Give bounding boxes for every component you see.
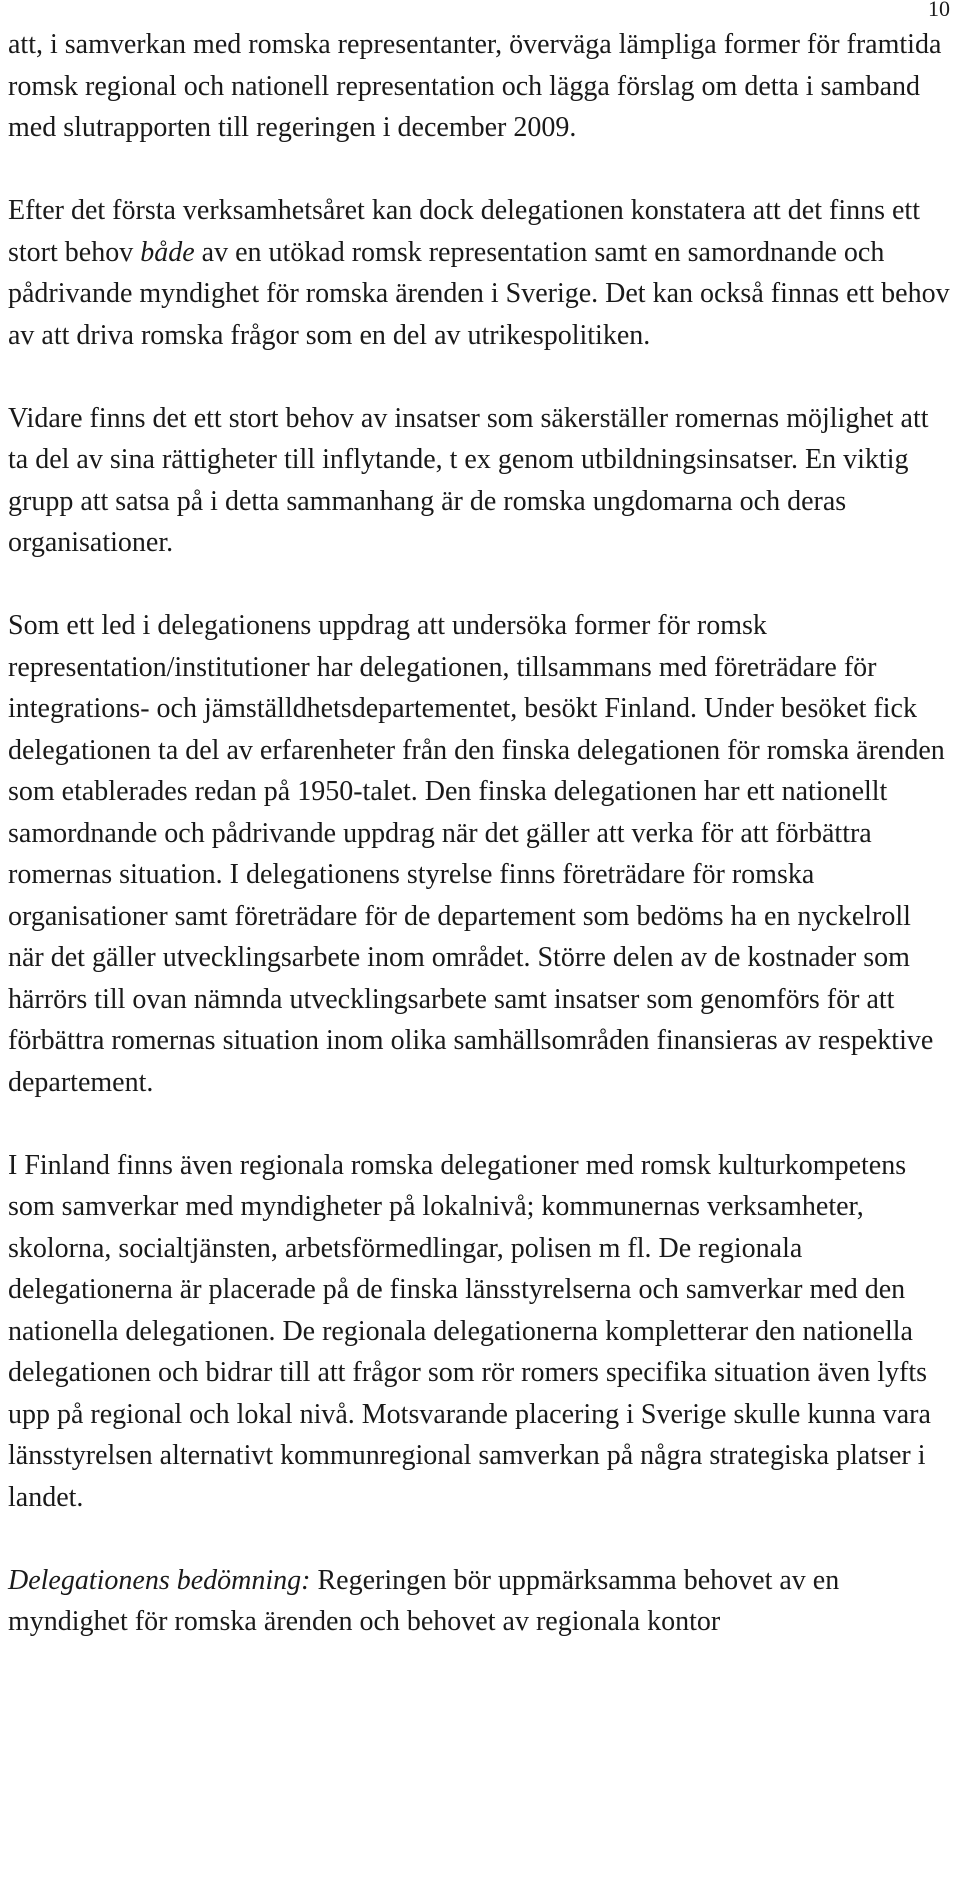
paragraph-5: I Finland finns även regionala romska delegationer med romsk kulturkompetens som samverkar med myndigheter på lokalnivå; kommunernas verksamheter, skolorna, socialtjänsten, arbetsförmedlingar, polisen m fl. De regionala delegationerna är placerade på de finska länsstyrelserna och samverkar med den nationella delegationen. De regionala delegationerna kompletterar den nationella delegationen och bidrar till att frågor som rör romers specifika situation även lyfts upp på regional och lokal nivå. Motsvarande placering i Sverige skulle kunna vara länsstyrelsen alternativt kommunregional samverkan på några strategiska platser i landet. [8, 1149, 931, 1513]
paragraph-4: Som ett led i delegationens uppdrag att undersöka former för romsk representation/institutioner har delegationen, tillsammans med företrädare för integrations- och jämställdhetsdepartementet, besökt Finland. Under besöket fick delegationen ta del av erfarenheter från den finska delegationen för romska ärenden som etablerades redan på 1950-talet. Den finska delegationen har ett nationellt samordnande och pådrivande uppdrag när det gäller att verka för att förbättra romernas situation. I delegationens styrelse finns företrädare för romska organisationer samt företrädare för de departement som bedöms ha en nyckelroll när det gäller utvecklingsarbete inom området. Större delen av de kostnader som härrörs till ovan nämnda utvecklingsarbete samt insatser som genomförs för att förbättra romernas situation inom olika samhällsområden finansieras av respektive departement. [8, 610, 945, 1098]
assessment-text: Regeringen bör uppmärksamma behovet av en myndighet för romska ärenden och behovet av regionala kontor [8, 1564, 840, 1637]
emphasis-bade: både [140, 236, 195, 268]
paragraph-2-text-end: av en utökad romsk representation samt en samordnande och pådrivande myndighet för romska ärenden i Sverige. Det kan också finnas ett behov av att driva romska frågor som en del av utrikespolitiken. [8, 236, 950, 351]
assessment-label: Delegationens bedömning: [8, 1564, 311, 1596]
paragraph-3: Vidare finns det ett stort behov av insatser som säkerställer romernas möjlighet att ta del av sina rättigheter till inflytande, t ex genom utbildningsinsatser. En viktig grupp att satsa på i detta sammanhang är de romska ungdomarna och deras organisationer. [8, 402, 929, 558]
paragraph-1: att, i samverkan med romska representanter, överväga lämpliga former för framtida romsk regional och nationell representation och lägga förslag om detta i samband med slutrapporten till regeringen i december 2009. [8, 29, 942, 143]
paragraph-6 [8, 1560, 953, 1643]
document-body [8, 24, 953, 1684]
paragraph-2-text-start: Efter det första verksamhetsåret kan dock delegationen konstatera att det finns ett stort behov [8, 195, 920, 268]
paragraph-2 [8, 190, 953, 356]
page-number: 10 [928, 0, 950, 21]
